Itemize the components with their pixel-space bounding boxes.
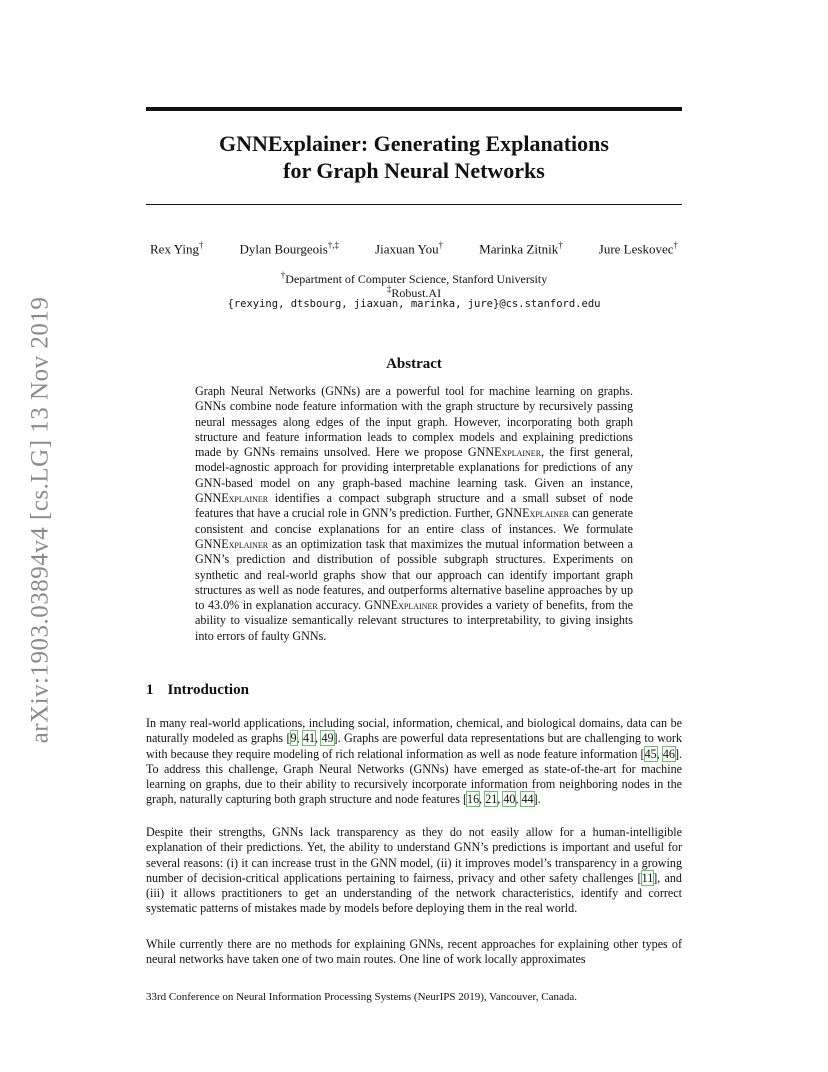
intro-paragraph-1: In many real-world applications, including social, information, chemical, and biological domains, data can be naturally modeled as graphs [9, 41, 49]. Graphs are powerful data representations but are challenging to work with because they require modeling of rich relational information as well as node feature information [45, 46]. To address this challenge, Graph Neural Networks (GNNs) have emerged as state-of-the-art for machine learning on graphs, due to their ability to recursively incorporate information from neighboring nodes in the graph, naturally capturing both graph structure and node features [16, 21, 40, 44]. <box>146 716 683 807</box>
abstract-heading: Abstract <box>386 356 442 372</box>
citation-link[interactable]: 16 <box>467 792 480 807</box>
citation-link[interactable]: 41 <box>302 731 316 746</box>
arxiv-identifier: arXiv:1903.03894v4 [cs.LG] 13 Nov 2019 <box>26 296 54 744</box>
citation-link[interactable]: 11 <box>641 870 654 885</box>
author-emails: {rexying, dtsbourg, jiaxuan, marinka, jure}@cs.stanford.edu <box>227 298 601 310</box>
intro-paragraph-3: While currently there are no methods for explaining GNNs, recent approaches for explaining other types of neural networks have taken one of two main routes. One line of work locally approximates <box>146 937 682 967</box>
author: Jiaxuan You† <box>375 240 444 257</box>
author: Jure Leskovec† <box>598 240 678 257</box>
method-name: GNNExplainer <box>364 598 438 613</box>
title-top-rule <box>146 107 682 111</box>
section-number: 1 <box>146 682 154 698</box>
affiliation-robust-ai: ‡Robust.AI <box>386 284 442 300</box>
author: Marinka Zitnik† <box>479 240 563 257</box>
citation-link[interactable]: 9 <box>290 731 297 746</box>
paper-title <box>146 130 682 184</box>
citation-link[interactable]: 40 <box>503 792 516 807</box>
abstract-text: Graph Neural Networks (GNNs) are a powerful tool for machine learning on graphs. GNNs combine node feature information with the graph structure by recursively passing neural messages along edges of the input graph. However, incorporating both graph structure and feature information leads to complex models and explaining predictions made by GNNs remains unsolved. Here we propose GNNExplainer, the first general, model-agnostic approach for providing interpretable explanations for predictions of any GNN-based model on any graph-based machine learning task. Given an instance, GNNExplainer identifies a compact subgraph structure and a small subset of node features that have a crucial role in GNN’s prediction. Further, GNNExplainer can generate consistent and concise explanations for an entire class of instances. We formulate GNNExplainer as an optimization task that maximizes the mutual information between a GNN’s prediction and distribution of possible subgraph structures. Experiments on synthetic and real-world graphs show that our approach can identify important graph structures as well as node features, and outperforms alternative baseline approaches by up to 43.0% in explanation accuracy. GNNExplainer provides a variety of benefits, from the ability to visualize semantically relevant structures to interpretability, to giving insights into errors of faulty GNNs. <box>195 384 633 643</box>
intro-paragraph-2: Despite their strengths, GNNs lack transparency as they do not easily allow for a human-intelligible explanation of their predictions. Yet, the ability to understand GNN’s predictions is important and useful for several reasons: (i) it can increase trust in the GNN model, (ii) it improves model’s transparency in a growing number of decision-critical applications pertaining to fairness, privacy and other safety challenges [11], and (iii) it allows practitioners to get an understanding of the network characteristics, identify and correct systematic patterns of mistakes made by models before deploying them in the real world. <box>146 825 682 916</box>
affiliation-stanford: †Department of Computer Science, Stanford University <box>280 270 548 286</box>
citation-link[interactable]: 46 <box>662 746 675 761</box>
author: Rex Ying† <box>150 240 204 257</box>
title-bottom-rule <box>146 204 682 205</box>
method-name: GNNExplainer <box>495 506 570 521</box>
title-line-1: GNNExplainer: Generating Explanations <box>219 131 609 156</box>
citation-link[interactable]: 44 <box>521 792 534 807</box>
author: Dylan Bourgeois†,‡ <box>239 240 340 257</box>
section-title: Introduction <box>167 682 249 698</box>
conference-footer: 33rd Conference on Neural Information Processing Systems (NeurIPS 2019), Vancouver, Canada. <box>146 991 578 1003</box>
citation-link[interactable]: 49 <box>321 731 334 746</box>
section-heading-introduction <box>146 682 249 699</box>
citation-link[interactable]: 45 <box>644 746 657 761</box>
method-name: GNNExplainer <box>195 491 269 506</box>
arxiv-identifier-sidebar <box>20 280 60 760</box>
method-name: GNNExplainer <box>195 536 269 551</box>
title-line-2: for Graph Neural Networks <box>283 158 545 183</box>
author-list <box>150 240 678 257</box>
citation-link[interactable]: 21 <box>485 792 498 807</box>
method-name: GNNExplainer <box>467 445 542 460</box>
